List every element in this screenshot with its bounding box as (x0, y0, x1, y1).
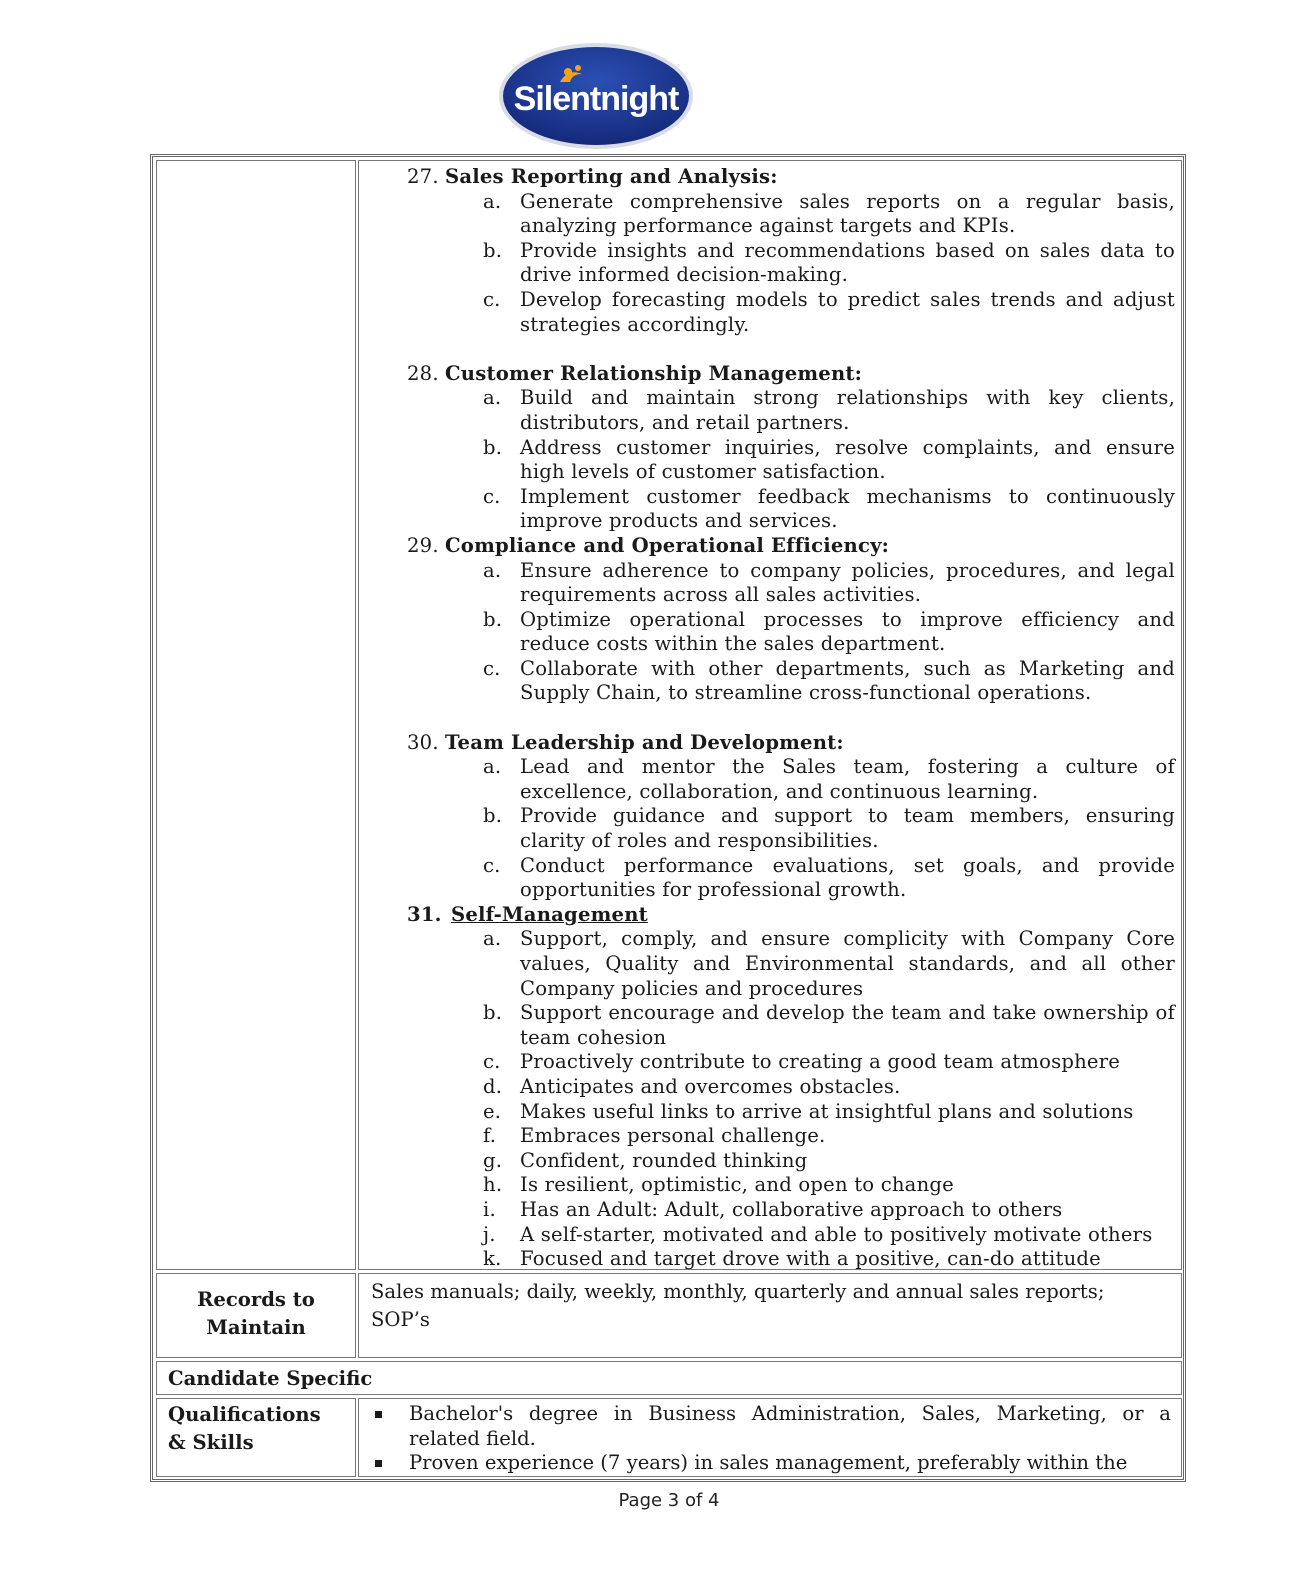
duty-section-number: 29. (407, 533, 439, 557)
duty-item-text: Has an Adult: Adult, collaborative approach to others (520, 1197, 1063, 1221)
duty-item (407, 288, 1175, 337)
duty-item-text: Implement customer feedback mechanisms to continuously improve products and services. (520, 484, 1175, 533)
records-value: Sales manuals; daily, weekly, monthly, quarterly and annual sales reports; SOP’s (371, 1280, 1105, 1331)
duty-item (407, 1198, 1175, 1223)
duty-item-letter: k. (483, 1247, 502, 1271)
duty-item (407, 485, 1175, 534)
bullet-square-icon (375, 1411, 382, 1418)
duty-item (407, 1149, 1175, 1174)
duty-item-letter: j. (483, 1222, 496, 1246)
duty-item-text: Address customer inquiries, resolve complaints, and ensure high levels of customer satisfaction. (520, 435, 1175, 484)
duty-item (407, 386, 1175, 435)
duty-section-number: 27. (407, 165, 439, 188)
duty-item-text: Generate comprehensive sales reports on a regular basis, analyzing performance against targets and KPIs. (520, 189, 1175, 238)
duty-item (407, 854, 1175, 903)
duty-item-letter: c. (483, 484, 501, 508)
duty-section-number: 31. (407, 902, 442, 926)
duty-item (407, 804, 1175, 853)
duty-section-title: Team Leadership and Development: (445, 730, 844, 754)
duty-section (407, 731, 1175, 903)
records-label-cell (156, 1273, 356, 1358)
duties-list (407, 165, 1175, 1272)
duty-section (407, 534, 1175, 706)
duty-item (407, 657, 1175, 706)
duty-section-title: Customer Relationship Management: (445, 361, 863, 385)
duty-item-text: A self-starter, motivated and able to positively motivate others (520, 1222, 1153, 1246)
duty-item-text: Collaborate with other departments, such as Marketing and Supply Chain, to streamline cross-functional operations. (520, 656, 1175, 705)
duty-item (407, 608, 1175, 657)
duty-item-text: Embraces personal challenge. (520, 1124, 826, 1148)
duty-item (407, 190, 1175, 239)
qualifications-value-cell (358, 1398, 1182, 1477)
duty-item (407, 239, 1175, 288)
duty-item-letter: d. (483, 1074, 503, 1098)
candidate-specific-heading: Candidate Specific (168, 1367, 373, 1390)
duty-section (407, 165, 1175, 337)
job-description-table (150, 154, 1186, 1482)
duty-section (407, 362, 1175, 534)
duty-section-heading (407, 731, 1175, 756)
qualification-text: Bachelor's degree in Business Administration, Sales, Marketing, or a related field. (409, 1402, 1171, 1450)
duty-item (407, 1050, 1175, 1075)
duty-item (407, 1100, 1175, 1125)
duty-item-letter: b. (483, 804, 503, 828)
qualification-item (369, 1402, 1171, 1451)
duty-item (407, 436, 1175, 485)
duty-item-letter: i. (483, 1197, 496, 1221)
section-spacer (407, 706, 1175, 731)
duties-cell (358, 160, 1182, 1270)
duty-item-letter: e. (483, 1099, 502, 1123)
bullet-square-icon (375, 1460, 382, 1467)
duty-item-letter: a. (483, 189, 502, 213)
duty-item-text: Build and maintain strong relationships with key clients, distributors, and retail partners. (520, 386, 1175, 434)
duty-item-letter: c. (483, 1050, 501, 1074)
duty-item (407, 1247, 1175, 1272)
duty-item-letter: a. (483, 927, 502, 951)
duty-item-text: Conduct performance evaluations, set goals, and provide opportunities for professional growth. (520, 853, 1175, 902)
duty-item (407, 1223, 1175, 1248)
duty-item-letter: c. (483, 853, 501, 877)
duty-item-text: Proactively contribute to creating a good team atmosphere (520, 1050, 1121, 1074)
duty-item (407, 927, 1175, 1001)
qualification-item (369, 1451, 1171, 1476)
duty-item-letter: a. (483, 558, 502, 582)
logo-text: Silentnight (513, 80, 679, 118)
duty-item-text: Support, comply, and ensure complicity with Company Core values, Quality and Environmental standards, and all other Company policies and procedures (520, 927, 1175, 1000)
duty-item-letter: b. (483, 238, 503, 262)
duty-item-text: Support encourage and develop the team and take ownership of team cohesion (520, 1001, 1175, 1049)
company-logo (498, 42, 694, 150)
section-spacer (407, 337, 1175, 362)
duty-section-title: Self-Management (451, 902, 648, 926)
duty-item (407, 1124, 1175, 1149)
duty-section-title: Sales Reporting and Analysis: (445, 165, 778, 188)
duty-item-text: Provide insights and recommendations based on sales data to drive informed decision-making. (520, 238, 1175, 287)
duty-section-heading (407, 534, 1175, 559)
duty-item-letter: g. (483, 1148, 503, 1172)
duty-item-text: Optimize operational processes to improve efficiency and reduce costs within the sales department. (520, 607, 1175, 656)
duty-section-number: 30. (407, 730, 439, 754)
qualifications-list (369, 1402, 1171, 1476)
duty-item-letter: h. (483, 1173, 503, 1197)
records-value-cell (358, 1273, 1182, 1358)
duty-item-text: Lead and mentor the Sales team, fostering a culture of excellence, collaboration, and continuous learning. (520, 755, 1175, 803)
duty-item-text: Ensure adherence to company policies, procedures, and legal requirements across all sales activities. (520, 558, 1175, 607)
duty-item-letter: c. (483, 656, 501, 680)
duty-item-text: Confident, rounded thinking (520, 1148, 808, 1172)
duty-item-text: Provide guidance and support to team members, ensuring clarity of roles and responsibilities. (520, 804, 1175, 853)
duty-item-letter: a. (483, 386, 502, 410)
duty-item-text: Makes useful links to arrive at insightful plans and solutions (520, 1099, 1134, 1123)
candidate-specific-row (156, 1361, 1182, 1395)
duty-section-heading (407, 362, 1175, 387)
duty-item-letter: b. (483, 607, 503, 631)
duty-item-text: Develop forecasting models to predict sales trends and adjust strategies accordingly. (520, 287, 1175, 336)
duty-item (407, 755, 1175, 804)
duty-section-heading (407, 165, 1175, 190)
duty-item-letter: f. (483, 1124, 497, 1148)
duty-item-text: Is resilient, optimistic, and open to change (520, 1173, 954, 1197)
qualifications-label-cell (156, 1398, 356, 1477)
duty-section-number: 28. (407, 361, 439, 385)
duty-item (407, 1173, 1175, 1198)
duty-section-heading (407, 903, 1175, 928)
duty-item-letter: a. (483, 755, 502, 779)
qualifications-label: Qualifications & Skills (168, 1403, 321, 1454)
records-label: Records to Maintain (197, 1288, 315, 1339)
duty-section-title: Compliance and Operational Efficiency: (445, 533, 890, 557)
duty-item-letter: b. (483, 1001, 503, 1025)
duty-item (407, 559, 1175, 608)
duty-item-letter: b. (483, 435, 503, 459)
duty-item-text: Anticipates and overcomes obstacles. (520, 1074, 901, 1098)
label-cell-empty (156, 160, 356, 1270)
duty-item (407, 1001, 1175, 1050)
duty-item-letter: c. (483, 287, 501, 311)
duty-item-text: Focused and target drove with a positive, can-do attitude (520, 1247, 1101, 1271)
duty-item (407, 1075, 1175, 1100)
duty-section (407, 903, 1175, 1272)
page-number: Page 3 of 4 (618, 1490, 720, 1511)
qualification-text: Proven experience (7 years) in sales management, preferably within the (409, 1451, 1128, 1475)
